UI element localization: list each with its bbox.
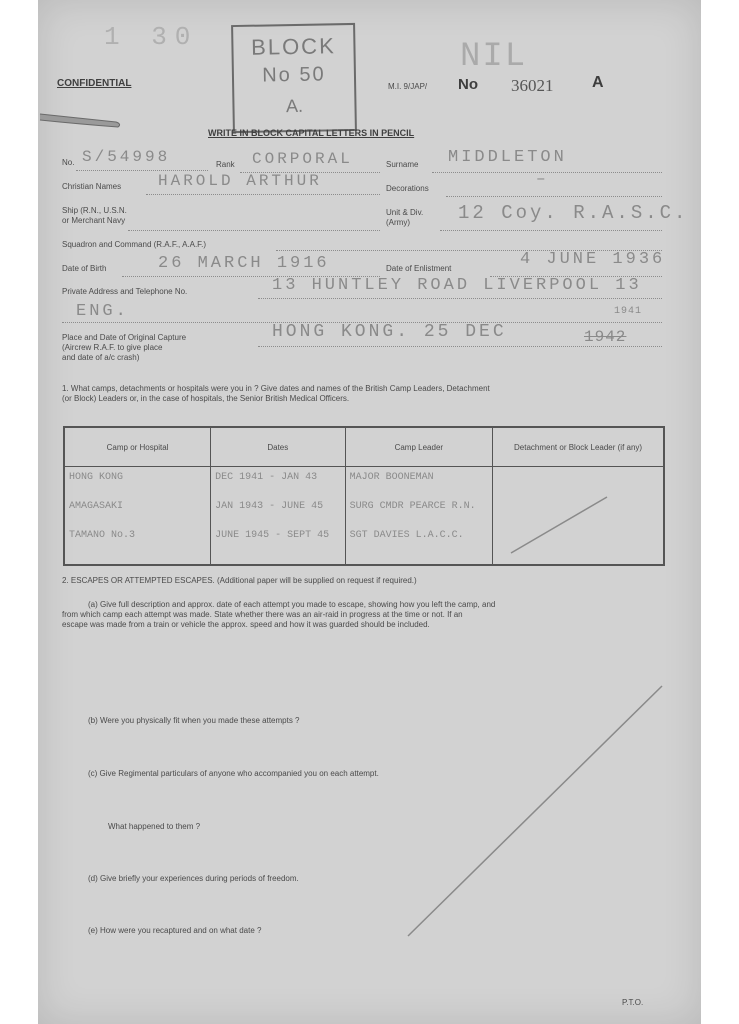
dates-entry: JUNE 1945 - SEPT 45	[215, 530, 330, 541]
table-header-row	[64, 427, 664, 467]
dates-entry: JAN 1943 - JUNE 45	[215, 501, 324, 512]
surname-label: Surname	[386, 160, 419, 169]
no-value: S/54998	[82, 148, 171, 166]
ship-label-line-1: Ship (R.N., U.S.N.	[62, 206, 127, 215]
dates-entry: DEC 1941 - JAN 43	[215, 472, 318, 483]
capture-label	[62, 333, 186, 363]
leader-entry: SURG CMDR PEARCE R.N.	[349, 501, 476, 512]
stamp-line-1: BLOCK	[250, 33, 336, 60]
top-scrawl: 1 30	[104, 22, 199, 52]
address-value-line-2: ENG.	[76, 302, 129, 321]
surname-value: MIDDLETON	[448, 148, 567, 167]
column-header-camp: Camp or Hospital	[64, 427, 211, 467]
table-cell-block-leader	[493, 467, 664, 566]
table-cell-dates	[211, 467, 345, 566]
capture-label-line-2: (Aircrew R.A.F. to give place	[62, 343, 163, 352]
no-label: No.	[62, 158, 75, 167]
nil-mark: NIL	[460, 38, 528, 76]
instruction-heading: WRITE IN BLOCK CAPITAL LETTERS IN PENCIL	[208, 128, 415, 138]
address-label: Private Address and Telephone No.	[62, 287, 188, 296]
question-2a-line-2: from which camp each attempt was made. State whether there was an air-raid in progress at the time or not. If an	[62, 610, 463, 619]
column-header-dates: Dates	[211, 427, 345, 467]
ship-label-line-2: or Merchant Navy	[62, 216, 126, 225]
camps-table	[63, 426, 665, 566]
camp-entry: AMAGASAKI	[69, 501, 124, 512]
pto-note: P.T.O.	[622, 998, 644, 1007]
number-label: No	[458, 76, 478, 93]
capture-label-line-1: Place and Date of Original Capture	[62, 333, 187, 342]
column-header-leader: Camp Leader	[345, 427, 493, 467]
question-2b-text: (b) Were you physically fit when you made these attempts ?	[88, 716, 300, 725]
form-suffix: A	[592, 74, 604, 91]
question-2e-text: (e) How were you recaptured and on what date ?	[88, 926, 262, 935]
question-2-heading: 2. ESCAPES OR ATTEMPTED ESCAPES. (Additional paper will be supplied on request if required.)	[62, 576, 417, 585]
rank-label: Rank	[216, 160, 235, 169]
unit-label-line-1: Unit & Div.	[386, 208, 424, 217]
rank-value: CORPORAL	[252, 150, 353, 168]
ship-label	[62, 206, 127, 226]
diagonal-cancel-line	[400, 680, 670, 942]
question-2a-line-3: escape was made from a train or vehicle the approx. speed and how it was guarded should be included.	[62, 620, 430, 629]
unit-label-line-2: (Army)	[386, 218, 410, 227]
capture-label-line-3: and date of a/c crash)	[62, 353, 140, 362]
table-cell-camp	[64, 467, 211, 566]
leader-entry: MAJOR BOONEMAN	[349, 472, 434, 483]
leader-entry: SGT DAVIES L.A.C.C.	[349, 530, 464, 541]
table-cell-leader	[345, 467, 493, 566]
address-value-line-1: 13 HUNTLEY ROAD LIVERPOOL 13	[272, 276, 642, 295]
paper-clip	[38, 108, 122, 128]
unit-value: 12 Coy. R.A.S.C.	[458, 202, 689, 224]
stamp-line-2: No 50	[262, 63, 326, 87]
strike-through-line	[499, 471, 659, 561]
question-2d-text: (d) Give briefly your experiences during periods of freedom.	[88, 874, 299, 883]
confidential-heading: CONFIDENTIAL	[57, 78, 132, 89]
dob-label: Date of Birth	[62, 264, 107, 273]
question-2a-line-1: (a) Give full description and approx. date of each attempt you made to escape, showing how you left the camp, and	[88, 600, 496, 609]
capture-value: HONG KONG. 25 DEC	[272, 322, 507, 342]
unit-label	[386, 208, 423, 228]
camp-entry: TAMANO No.3	[69, 530, 136, 541]
enlistment-label: Date of Enlistment	[386, 264, 452, 273]
question-1-line-1: What camps, detachments or hospitals were you in ? Give dates and names of the British Camp Leaders, Detachment	[70, 384, 490, 393]
question-2a-text	[62, 600, 670, 630]
form-reference: M.I. 9/JAP/	[388, 82, 428, 91]
decorations-label: Decorations	[386, 184, 429, 193]
table-row	[64, 467, 664, 566]
decorations-value: –	[536, 170, 549, 188]
stamp-line-3: A.	[285, 95, 304, 117]
enlistment-value: 4 JUNE 1936	[520, 250, 666, 269]
camp-entry: HONG KONG	[69, 472, 124, 483]
column-header-block-leader: Detachment or Block Leader (if any)	[493, 427, 664, 467]
capture-year-struck: 1942	[584, 328, 627, 346]
squadron-label: Squadron and Command (R.A.F., A.A.F.)	[62, 240, 207, 249]
form-number: 36021	[511, 76, 554, 95]
question-1-line-2: (or Block) Leaders or, in the case of hospitals, the Senior British Medical Officers.	[62, 394, 350, 403]
question-1-number: 1.	[62, 384, 69, 393]
question-2c-text: (c) Give Regimental particulars of anyone who accompanied you on each attempt.	[88, 769, 379, 778]
question-1-text	[62, 384, 490, 404]
christian-names-label: Christian Names	[62, 182, 122, 191]
christian-names-value: HAROLD ARTHUR	[158, 172, 322, 190]
block-stamp	[231, 23, 357, 133]
question-2c-followup-text: What happened to them ?	[108, 822, 201, 831]
capture-year-inserted: 1941	[614, 306, 643, 317]
dob-value: 26 MARCH 1916	[158, 254, 330, 273]
